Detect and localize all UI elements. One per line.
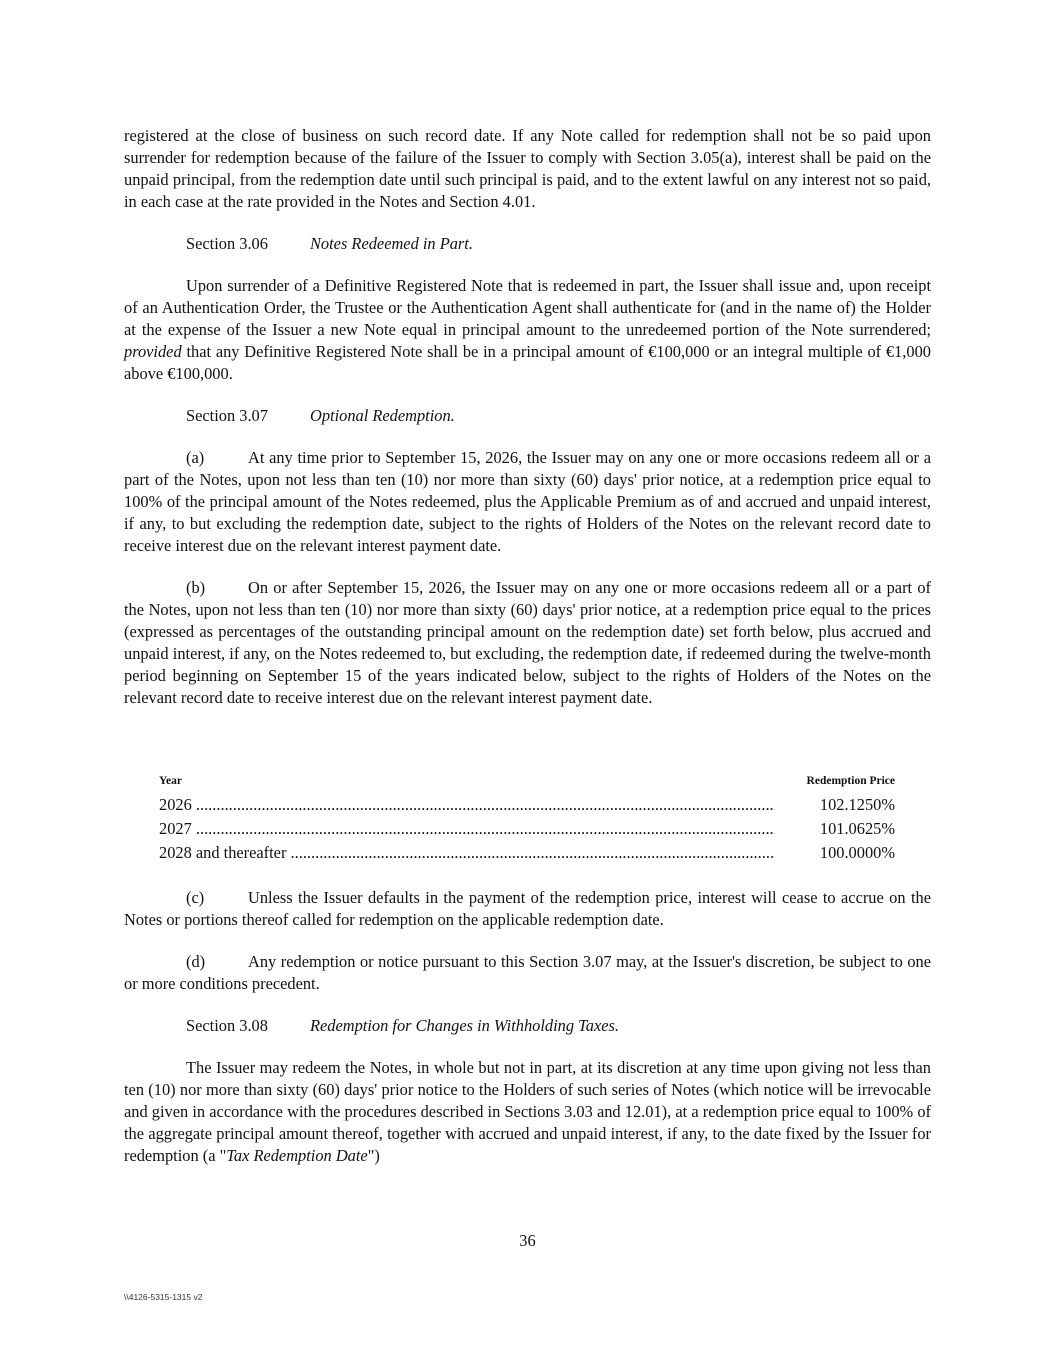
clause-label: (c) — [186, 888, 205, 907]
clause-d: (d) Any redemption or notice pursuant to this Section 3.07 may, at the Issuer's discretion, be subject to one or more conditions precedent. — [124, 952, 931, 993]
price-cell: 100.0000% — [819, 843, 895, 862]
price-cell: 101.0625% — [819, 819, 895, 838]
clause-b: (b) On or after September 15, 2026, the Issuer may on any one or more occasions redeem all or a part of the Notes, upon not less than ten (10) nor more than sixty (60) days' prior notice, at a redemption price equal to the prices (expressed as percentages of the outstanding principal amount on the redemption date) set forth below, plus accrued and unpaid interest, if any, on the Notes redeemed to, but excluding, the redemption date, if redeemed during the twelve-month period beginning on September 15 of the years indicated below, subject to the rights of Holders of the Notes on the relevant record date to receive interest due on the relevant interest payment date. — [124, 578, 931, 707]
clause-label: (a) — [186, 448, 205, 467]
page-number: 36 — [519, 1231, 536, 1250]
redemption-price-table — [159, 773, 895, 865]
section-3-06-heading — [186, 233, 931, 255]
table-row — [159, 841, 895, 865]
page-content — [124, 125, 931, 1187]
col-header-year: Year — [159, 775, 182, 787]
clause-a: (a) At any time prior to September 15, 2026, the Issuer may on any one or more occasions redeem all or a part of the Notes, upon not less than ten (10) nor more than sixty (60) days' prior notice, at a redemption price equal to 100% of the principal amount of the Notes redeemed, plus the Applicable Premium as of and accrued and unpaid interest, if any, to but excluding the redemption date, subject to the rights of Holders of the Notes on the relevant record date to receive interest due on the relevant interest payment date. — [124, 448, 931, 555]
section-3-08-heading — [186, 1015, 931, 1037]
section-3-06-body: Upon surrender of a Definitive Registered Note that is redeemed in part, the Issuer shall issue and, upon receipt of an Authentication Order, the Trustee or the Authentication Agent shall authenticate for (and in the name of) the Holder at the expense of the Issuer a new Note equal in principal amount to the unredeemed portion of the Note surrendered; provided that any Definitive Registered Note shall be in a principal amount of €100,000 or an integral multiple of €1,000 above €100,000. — [124, 276, 931, 383]
section-3-08-body: The Issuer may redeem the Notes, in whole but not in part, at its discretion at any time upon giving not less than ten (10) nor more than sixty (60) days' prior notice to the Holders of such series of Notes (which notice will be irrevocable and given in accordance with the procedures described in Sections 3.03 and 12.01), at a redemption price equal to 100% of the aggregate principal amount thereof, together with accrued and unpaid interest, if any, to the date fixed by the Issuer for redemption (a "Tax Redemption Date") — [124, 1058, 931, 1165]
col-header-price: Redemption Price — [806, 775, 895, 787]
table-header — [159, 773, 895, 789]
table-row — [159, 793, 895, 817]
year-cell: 2026 ..... — [159, 793, 775, 817]
year-cell: 2028 and thereafter ..... — [159, 841, 775, 865]
section-number: Section 3.08 — [186, 1016, 268, 1035]
section-3-07-heading — [186, 405, 931, 427]
section-number: Section 3.07 — [186, 406, 268, 425]
clause-c: (c) Unless the Issuer defaults in the payment of the redemption price, interest will cease to accrue on the Notes or portions thereof called for redemption on the applicable redemption date. — [124, 888, 931, 929]
section-number: Section 3.06 — [186, 234, 268, 253]
year-cell: 2027 ..... — [159, 817, 775, 841]
price-cell: 102.1250% — [819, 795, 895, 814]
clause-label: (d) — [186, 952, 206, 971]
document-id-footer: \\4126-5315-1315 v2 — [124, 1292, 203, 1302]
section-title: Optional Redemption. — [310, 406, 455, 425]
section-title: Notes Redeemed in Part. — [310, 234, 473, 253]
clause-label: (b) — [186, 578, 206, 597]
section-title: Redemption for Changes in Withholding Taxes. — [310, 1016, 619, 1035]
table-row — [159, 817, 895, 841]
paragraph-continuation: registered at the close of business on such record date. If any Note called for redemption shall not be so paid upon surrender for redemption because of the failure of the Issuer to comply with Section 3.05(a), interest shall be paid on the unpaid principal, from the redemption date until such principal is paid, and to the extent lawful on any interest not so paid, in each case at the rate provided in the Notes and Section 4.01. — [124, 126, 931, 211]
